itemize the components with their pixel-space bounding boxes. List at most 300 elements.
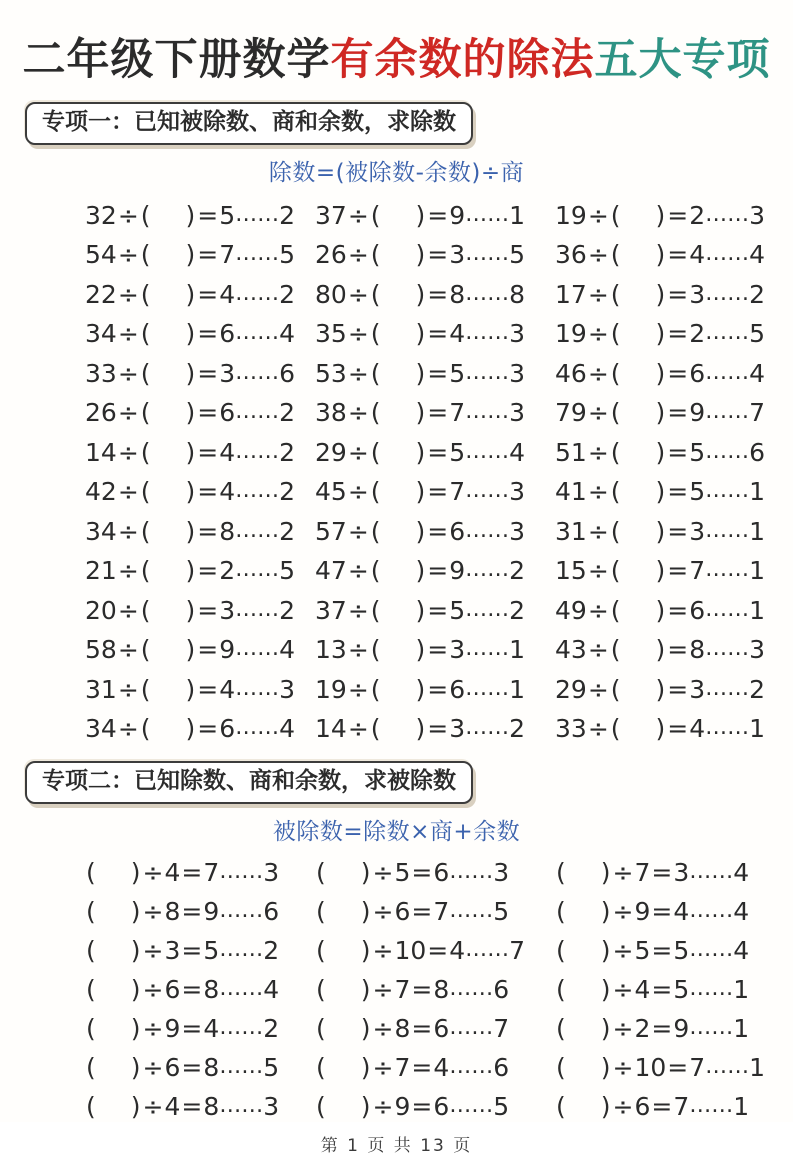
equals-sign: =	[427, 674, 449, 704]
open-paren: (	[140, 595, 151, 625]
remainder-value: 3	[509, 358, 526, 388]
divide-sign: ÷	[117, 595, 139, 625]
remainder-value: 3	[509, 398, 526, 428]
quotient-value: 3	[689, 674, 706, 704]
dividend-value: 51	[555, 437, 587, 467]
problem-find-divisor	[85, 591, 315, 631]
remainder-value: 5	[279, 240, 296, 270]
equals-sign: =	[427, 477, 449, 507]
problem-find-divisor	[85, 709, 315, 749]
remainder-value: 2	[509, 714, 526, 744]
equals-sign: =	[651, 935, 673, 965]
remainder-value: 5	[493, 896, 510, 926]
close-paren: )	[185, 200, 196, 230]
equals-sign: =	[197, 477, 219, 507]
equals-sign: =	[667, 635, 689, 665]
dividend-value: 13	[315, 635, 347, 665]
problem-find-divisor	[85, 196, 315, 236]
divide-sign: ÷	[117, 358, 139, 388]
open-paren: (	[316, 974, 326, 1004]
remainder-dots: ……	[689, 936, 734, 962]
dividend-value: 53	[315, 358, 347, 388]
quotient-value: 5	[673, 974, 690, 1004]
remainder-dots: ……	[705, 241, 750, 267]
divisor-value: 4	[164, 1091, 181, 1121]
equals-sign: =	[181, 935, 203, 965]
quotient-value: 9	[449, 200, 466, 230]
dividend-value: 15	[555, 556, 587, 586]
open-paren: (	[370, 437, 381, 467]
problem-find-divisor	[315, 433, 555, 473]
problem-find-divisor	[85, 235, 315, 275]
dividend-value: 14	[85, 437, 117, 467]
divide-sign: ÷	[587, 358, 609, 388]
dividend-value: 17	[555, 279, 587, 309]
remainder-dots: ……	[235, 241, 280, 267]
remainder-dots: ……	[219, 1014, 264, 1040]
remainder-value: 2	[509, 556, 526, 586]
remainder-value: 6	[279, 358, 296, 388]
open-paren: (	[316, 1013, 326, 1043]
close-paren: )	[655, 358, 666, 388]
close-paren: )	[415, 714, 426, 744]
remainder-value: 2	[749, 279, 766, 309]
open-paren: (	[86, 935, 96, 965]
remainder-dots: ……	[465, 399, 510, 425]
equals-sign: =	[427, 556, 449, 586]
remainder-value: 2	[749, 674, 766, 704]
quotient-value: 5	[689, 477, 706, 507]
quotient-value: 7	[219, 240, 236, 270]
remainder-dots: ……	[219, 858, 264, 884]
close-paren: )	[185, 556, 196, 586]
divisor-value: 9	[164, 1013, 181, 1043]
open-paren: (	[140, 358, 151, 388]
close-paren: )	[185, 714, 196, 744]
equals-sign: =	[181, 974, 203, 1004]
divide-sign: ÷	[347, 674, 369, 704]
close-paren: )	[655, 398, 666, 428]
divide-sign: ÷	[372, 857, 394, 887]
divide-sign: ÷	[612, 974, 634, 1004]
divide-sign: ÷	[347, 358, 369, 388]
equals-sign: =	[197, 200, 219, 230]
dividend-value: 29	[315, 437, 347, 467]
equals-sign: =	[651, 857, 673, 887]
remainder-dots: ……	[235, 557, 280, 583]
problem-find-divisor	[315, 551, 555, 591]
divide-sign: ÷	[587, 556, 609, 586]
close-paren: )	[655, 200, 666, 230]
remainder-value: 7	[493, 1013, 510, 1043]
close-paren: )	[185, 516, 196, 546]
dividend-value: 38	[315, 398, 347, 428]
remainder-value: 3	[509, 516, 526, 546]
close-paren: )	[600, 896, 611, 926]
close-paren: )	[185, 477, 196, 507]
divide-sign: ÷	[587, 477, 609, 507]
open-paren: (	[140, 477, 151, 507]
problem-find-dividend	[555, 1087, 765, 1126]
section2-header-row	[0, 761, 793, 804]
problem-find-dividend	[85, 1087, 315, 1126]
divide-sign: ÷	[372, 1091, 394, 1121]
quotient-value: 2	[219, 556, 236, 586]
quotient-value: 4	[219, 477, 236, 507]
divisor-value: 7	[394, 974, 411, 1004]
problem-find-divisor	[315, 630, 555, 670]
remainder-value: 3	[509, 477, 526, 507]
dividend-value: 37	[315, 200, 347, 230]
equals-sign: =	[197, 358, 219, 388]
dividend-value: 79	[555, 398, 587, 428]
divide-sign: ÷	[587, 319, 609, 349]
equals-sign: =	[427, 319, 449, 349]
remainder-dots: ……	[465, 320, 510, 346]
open-paren: (	[610, 358, 621, 388]
dividend-value: 54	[85, 240, 117, 270]
equals-sign: =	[411, 1091, 433, 1121]
dividend-value: 26	[315, 240, 347, 270]
open-paren: (	[610, 319, 621, 349]
problem-find-dividend	[555, 853, 765, 892]
equals-sign: =	[667, 556, 689, 586]
close-paren: )	[130, 857, 141, 887]
close-paren: )	[655, 516, 666, 546]
divisor-value: 5	[394, 857, 411, 887]
divide-sign: ÷	[347, 437, 369, 467]
problem-find-divisor	[315, 670, 555, 710]
divide-sign: ÷	[612, 1013, 634, 1043]
quotient-value: 6	[689, 358, 706, 388]
quotient-value: 6	[433, 857, 450, 887]
close-paren: )	[185, 595, 196, 625]
divide-sign: ÷	[347, 714, 369, 744]
quotient-value: 6	[219, 319, 236, 349]
quotient-value: 4	[219, 437, 236, 467]
open-paren: (	[140, 714, 151, 744]
open-paren: (	[610, 279, 621, 309]
open-paren: (	[610, 477, 621, 507]
remainder-value: 4	[733, 896, 750, 926]
remainder-dots: ……	[465, 636, 510, 662]
close-paren: )	[130, 974, 141, 1004]
section1-header-box	[25, 102, 473, 145]
problem-find-divisor	[85, 670, 315, 710]
divide-sign: ÷	[142, 1091, 164, 1121]
remainder-value: 2	[263, 935, 280, 965]
problem-find-dividend	[85, 853, 315, 892]
open-paren: (	[370, 556, 381, 586]
title-topic-part: 有余数的除法	[330, 37, 595, 84]
remainder-value: 6	[263, 896, 280, 926]
equals-sign: =	[667, 1052, 689, 1082]
problem-find-dividend	[85, 931, 315, 970]
divide-sign: ÷	[142, 857, 164, 887]
dividend-value: 43	[555, 635, 587, 665]
remainder-value: 8	[509, 279, 526, 309]
close-paren: )	[415, 279, 426, 309]
section1-problem-grid	[0, 196, 793, 749]
remainder-dots: ……	[219, 1092, 264, 1118]
close-paren: )	[655, 635, 666, 665]
remainder-value: 5	[493, 1091, 510, 1121]
open-paren: (	[370, 398, 381, 428]
remainder-dots: ……	[219, 975, 264, 1001]
section1-header-label: 专项一：已知被除数、商和余数，求除数	[42, 109, 456, 136]
problem-find-divisor	[315, 196, 555, 236]
divide-sign: ÷	[612, 935, 634, 965]
open-paren: (	[140, 319, 151, 349]
divide-sign: ÷	[347, 477, 369, 507]
equals-sign: =	[181, 1052, 203, 1082]
equals-sign: =	[197, 595, 219, 625]
remainder-value: 3	[493, 857, 510, 887]
divisor-value: 4	[634, 974, 651, 1004]
problem-find-dividend	[315, 931, 555, 970]
quotient-value: 9	[673, 1013, 690, 1043]
quotient-value: 5	[449, 595, 466, 625]
divide-sign: ÷	[117, 635, 139, 665]
remainder-dots: ……	[705, 280, 750, 306]
remainder-dots: ……	[235, 596, 280, 622]
problem-find-divisor	[315, 472, 555, 512]
remainder-value: 6	[493, 974, 510, 1004]
open-paren: (	[140, 240, 151, 270]
dividend-value: 58	[85, 635, 117, 665]
divide-sign: ÷	[142, 974, 164, 1004]
equals-sign: =	[197, 714, 219, 744]
problem-find-divisor	[85, 551, 315, 591]
divide-sign: ÷	[347, 279, 369, 309]
close-paren: )	[655, 477, 666, 507]
open-paren: (	[140, 635, 151, 665]
problem-find-dividend	[555, 1009, 765, 1048]
problem-find-dividend	[555, 931, 765, 970]
close-paren: )	[655, 437, 666, 467]
divisor-value: 6	[634, 1091, 651, 1121]
open-paren: (	[140, 398, 151, 428]
equals-sign: =	[197, 240, 219, 270]
remainder-dots: ……	[705, 1053, 750, 1079]
equals-sign: =	[427, 279, 449, 309]
problem-find-divisor	[315, 354, 555, 394]
close-paren: )	[185, 319, 196, 349]
quotient-value: 4	[449, 935, 466, 965]
divide-sign: ÷	[587, 674, 609, 704]
open-paren: (	[610, 635, 621, 665]
close-paren: )	[655, 556, 666, 586]
quotient-value: 4	[673, 896, 690, 926]
divide-sign: ÷	[142, 935, 164, 965]
close-paren: )	[360, 935, 371, 965]
remainder-dots: ……	[219, 936, 264, 962]
dividend-value: 36	[555, 240, 587, 270]
quotient-value: 3	[219, 595, 236, 625]
divide-sign: ÷	[117, 437, 139, 467]
close-paren: )	[600, 1052, 611, 1082]
close-paren: )	[185, 635, 196, 665]
dividend-value: 31	[85, 674, 117, 704]
open-paren: (	[86, 896, 96, 926]
remainder-dots: ……	[705, 399, 750, 425]
remainder-dots: ……	[235, 320, 280, 346]
equals-sign: =	[667, 437, 689, 467]
quotient-value: 6	[449, 674, 466, 704]
open-paren: (	[86, 1052, 96, 1082]
problem-find-divisor	[555, 235, 765, 275]
equals-sign: =	[667, 714, 689, 744]
equals-sign: =	[427, 714, 449, 744]
problem-find-dividend	[85, 1009, 315, 1048]
remainder-dots: ……	[235, 201, 280, 227]
remainder-dots: ……	[449, 858, 494, 884]
quotient-value: 7	[449, 398, 466, 428]
divisor-value: 6	[164, 1052, 181, 1082]
remainder-dots: ……	[465, 675, 510, 701]
section2-formula: 被除数=除数×商+余数	[272, 818, 521, 845]
quotient-value: 3	[449, 635, 466, 665]
close-paren: )	[415, 319, 426, 349]
problem-find-divisor	[85, 472, 315, 512]
dividend-value: 35	[315, 319, 347, 349]
remainder-value: 6	[493, 1052, 510, 1082]
remainder-value: 2	[279, 595, 296, 625]
close-paren: )	[655, 279, 666, 309]
open-paren: (	[556, 1091, 566, 1121]
dividend-value: 20	[85, 595, 117, 625]
quotient-value: 5	[689, 437, 706, 467]
open-paren: (	[370, 358, 381, 388]
quotient-value: 8	[203, 1091, 220, 1121]
divisor-value: 6	[394, 896, 411, 926]
divide-sign: ÷	[612, 896, 634, 926]
open-paren: (	[140, 516, 151, 546]
remainder-value: 2	[279, 398, 296, 428]
problem-find-dividend	[315, 892, 555, 931]
open-paren: (	[610, 714, 621, 744]
close-paren: )	[600, 974, 611, 1004]
divide-sign: ÷	[587, 200, 609, 230]
equals-sign: =	[427, 398, 449, 428]
equals-sign: =	[411, 974, 433, 1004]
close-paren: )	[600, 1091, 611, 1121]
close-paren: )	[130, 1052, 141, 1082]
problem-find-divisor	[555, 551, 765, 591]
equals-sign: =	[181, 896, 203, 926]
section2-problem-grid	[0, 853, 793, 1126]
close-paren: )	[415, 398, 426, 428]
remainder-dots: ……	[705, 201, 750, 227]
open-paren: (	[316, 896, 326, 926]
quotient-value: 9	[689, 398, 706, 428]
close-paren: )	[600, 857, 611, 887]
problem-find-divisor	[85, 275, 315, 315]
problem-find-dividend	[555, 892, 765, 931]
divide-sign: ÷	[372, 1052, 394, 1082]
quotient-value: 7	[449, 477, 466, 507]
problem-find-divisor	[315, 512, 555, 552]
remainder-value: 2	[279, 200, 296, 230]
remainder-dots: ……	[705, 557, 750, 583]
problem-find-divisor	[315, 709, 555, 749]
remainder-dots: ……	[465, 359, 510, 385]
equals-sign: =	[411, 1013, 433, 1043]
equals-sign: =	[667, 516, 689, 546]
remainder-dots: ……	[465, 715, 510, 741]
equals-sign: =	[427, 358, 449, 388]
equals-sign: =	[181, 857, 203, 887]
problem-find-dividend	[315, 970, 555, 1009]
divide-sign: ÷	[372, 935, 394, 965]
close-paren: )	[655, 674, 666, 704]
remainder-value: 5	[263, 1052, 280, 1082]
quotient-value: 8	[219, 516, 236, 546]
problem-find-dividend	[85, 1048, 315, 1087]
equals-sign: =	[427, 935, 449, 965]
close-paren: )	[600, 935, 611, 965]
open-paren: (	[86, 1091, 96, 1121]
remainder-dots: ……	[235, 399, 280, 425]
remainder-dots: ……	[465, 517, 510, 543]
close-paren: )	[415, 635, 426, 665]
open-paren: (	[370, 319, 381, 349]
divide-sign: ÷	[117, 714, 139, 744]
divisor-value: 10	[634, 1052, 667, 1082]
problem-find-dividend	[85, 892, 315, 931]
remainder-value: 1	[749, 714, 766, 744]
problem-find-divisor	[555, 709, 765, 749]
dividend-value: 33	[555, 714, 587, 744]
open-paren: (	[140, 200, 151, 230]
remainder-dots: ……	[705, 596, 750, 622]
remainder-dots: ……	[465, 936, 510, 962]
equals-sign: =	[197, 516, 219, 546]
close-paren: )	[185, 674, 196, 704]
equals-sign: =	[197, 319, 219, 349]
divide-sign: ÷	[117, 279, 139, 309]
remainder-value: 6	[749, 437, 766, 467]
close-paren: )	[360, 896, 371, 926]
quotient-value: 4	[219, 279, 236, 309]
dividend-value: 26	[85, 398, 117, 428]
quotient-value: 3	[449, 240, 466, 270]
quotient-value: 5	[203, 935, 220, 965]
dividend-value: 34	[85, 714, 117, 744]
equals-sign: =	[427, 240, 449, 270]
dividend-value: 45	[315, 477, 347, 507]
close-paren: )	[415, 437, 426, 467]
section-find-divisor	[0, 102, 793, 749]
equals-sign: =	[197, 279, 219, 309]
quotient-value: 6	[433, 1013, 450, 1043]
quotient-value: 2	[689, 319, 706, 349]
close-paren: )	[655, 319, 666, 349]
problem-find-divisor	[85, 630, 315, 670]
problem-find-dividend	[315, 1087, 555, 1126]
remainder-value: 1	[749, 477, 766, 507]
divide-sign: ÷	[117, 319, 139, 349]
open-paren: (	[140, 279, 151, 309]
remainder-value: 3	[509, 319, 526, 349]
close-paren: )	[655, 240, 666, 270]
open-paren: (	[370, 674, 381, 704]
dividend-value: 21	[85, 556, 117, 586]
dividend-value: 47	[315, 556, 347, 586]
quotient-value: 7	[689, 1052, 706, 1082]
remainder-value: 3	[263, 857, 280, 887]
section2-header-box	[25, 761, 473, 804]
